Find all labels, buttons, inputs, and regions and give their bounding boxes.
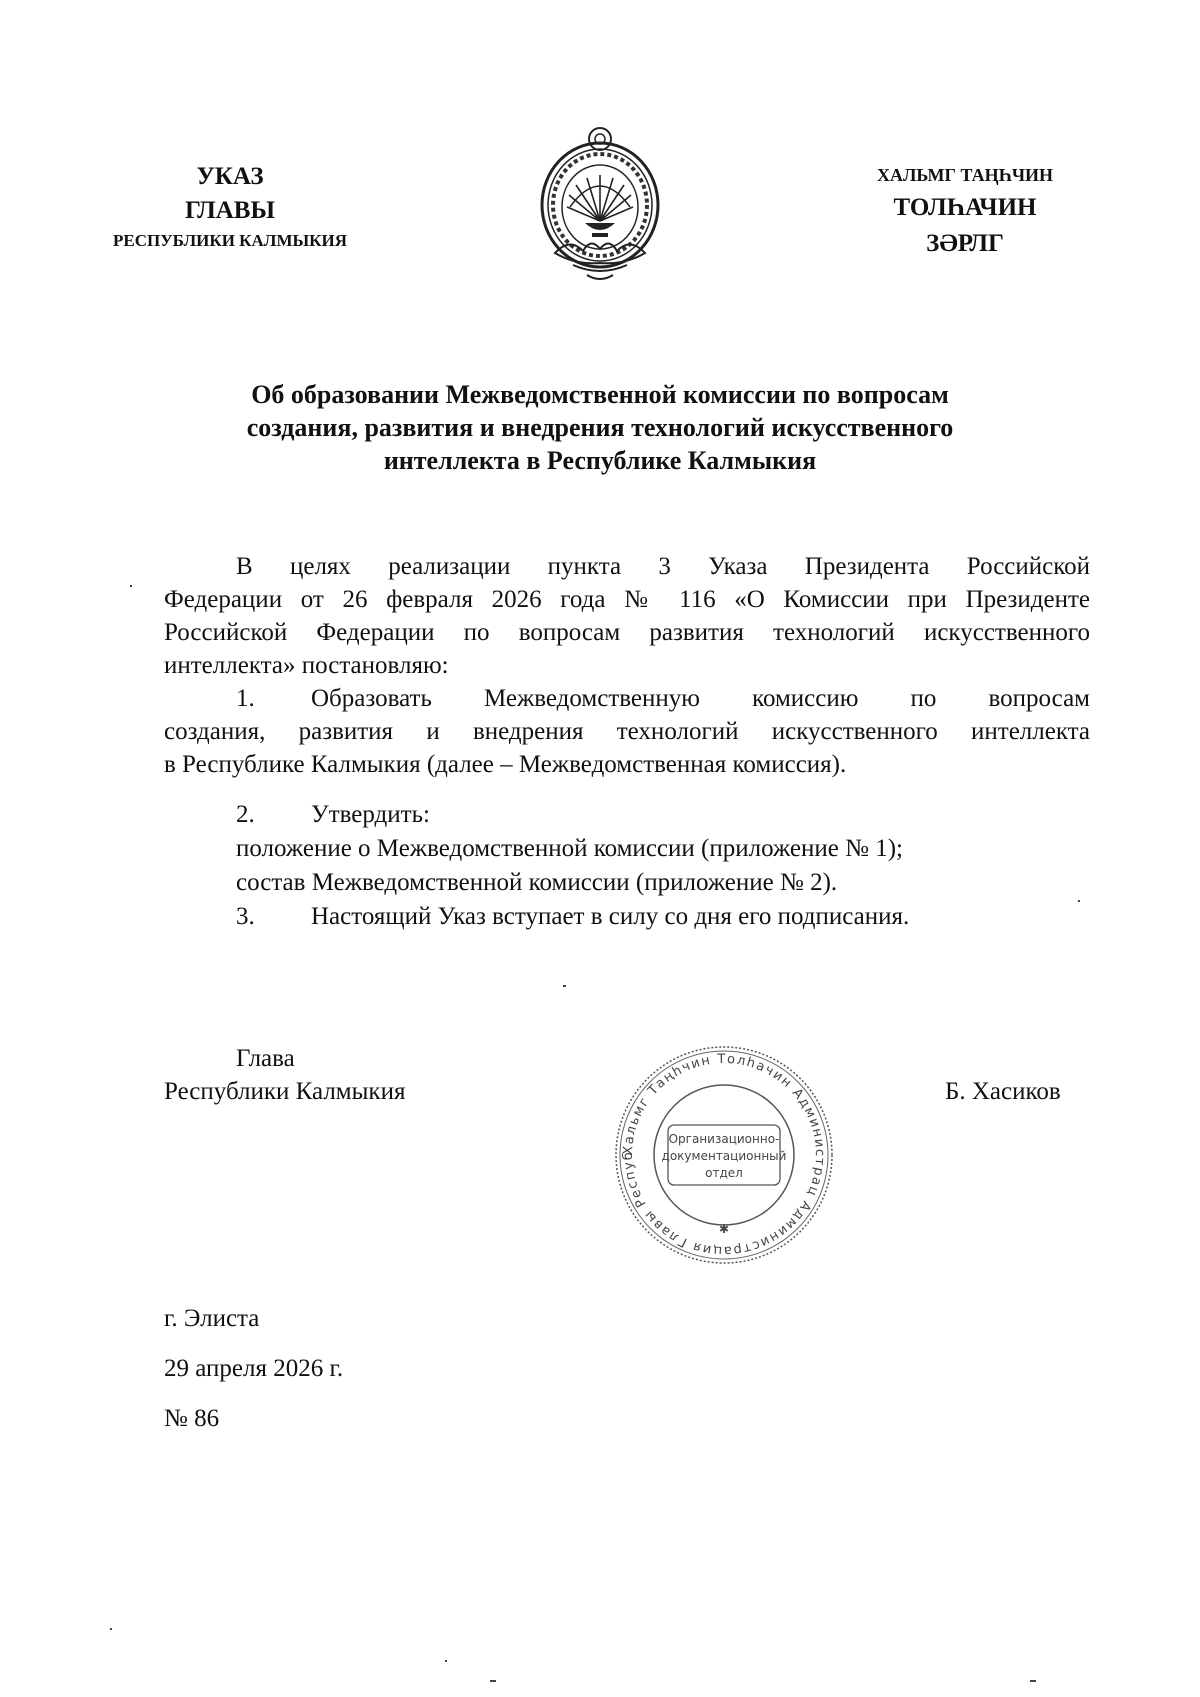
header-right-block (840, 160, 1090, 262)
signatory-position-line2: Республики Калмыкия (164, 1078, 406, 1105)
scan-speck (563, 985, 566, 987)
scan-speck (1078, 900, 1080, 902)
title-line2: создания, развития и внедрения технологий искусственного (246, 413, 954, 442)
preamble-line2: Федерации от 26 февраля 2026 года № 116 «О Комиссии при Президенте (164, 586, 1090, 613)
header-left-line2: ГЛАВЫ (184, 197, 276, 224)
header-right-line3: ЗӘРЛГ (926, 230, 1004, 257)
scan-speck (445, 1660, 447, 1662)
header-right-line2: ТОЛҺАЧИН (893, 194, 1037, 221)
header-left-line3: РЕСПУБЛИКИ КАЛМЫКИЯ (112, 231, 348, 250)
header-left-block (60, 160, 400, 254)
header-left-line1: УКАЗ (196, 163, 264, 190)
item2-number: 2. (236, 801, 255, 828)
scan-speck (1030, 1680, 1036, 1682)
item3-paragraph (164, 900, 1090, 933)
item1-text-line1: Образовать Межведомственную комиссию по вопросам (311, 685, 1090, 712)
item1-number: 1. (236, 685, 255, 712)
stamp-inner-line2: документационный (661, 1149, 787, 1163)
item3-number: 3. (236, 903, 255, 930)
signatory-name: Б. Хасиков (945, 1078, 1061, 1105)
signatory-position (164, 1042, 405, 1108)
scan-speck (130, 585, 132, 587)
scan-speck (110, 1628, 112, 1630)
title-line1: Об образовании Межведомственной комиссии по вопросам (251, 380, 949, 409)
scan-speck (490, 1680, 496, 1682)
item2-sub1 (164, 832, 1090, 865)
item2-sub2-text: состав Межведомственной комиссии (приложение № 2). (236, 869, 838, 896)
preamble-line3: Российской Федерации по вопросам развития технологий искусственного (164, 619, 1090, 646)
kalmykia-coat-of-arms-icon (525, 125, 675, 290)
header-right-line1: ХАЛЬМГ ТАҢҺЧИН (876, 165, 1054, 185)
decree-number: № 86 (164, 1405, 220, 1432)
stamp-inner-line3: отдел (705, 1166, 743, 1180)
item3-text: Настоящий Указ вступает в силу со дня его подписания. (311, 903, 910, 930)
document-title (160, 378, 1040, 477)
decree-date: 29 апреля 2026 г. (164, 1355, 344, 1382)
title-line3: интеллекта в Республике Калмыкия (383, 446, 817, 475)
item1-line1 (164, 682, 1090, 715)
preamble-paragraph (164, 550, 1090, 781)
item2-paragraph (164, 798, 1090, 831)
item2-text: Утвердить: (311, 801, 430, 828)
preamble-line4: интеллекта» постановляю: (164, 652, 449, 679)
signatory-position-line1: Глава (236, 1045, 295, 1072)
item2-sub2 (164, 866, 1090, 899)
item2-sub1-text: положение о Межведомственной комиссии (приложение № 1); (236, 835, 903, 862)
official-seal-stamp (612, 1043, 836, 1267)
stamp-outer-text: Хальмг Таңһчин Толһачин Администрац Администрация Главы Респуб (620, 1051, 828, 1259)
stamp-inner-line1: Организационно- (668, 1132, 780, 1146)
item1-line3: в Республике Калмыкия (далее – Межведомственная комиссия). (164, 751, 847, 778)
place-of-signing: г. Элиста (164, 1305, 260, 1332)
preamble-line1: В целях реализации пункта 3 Указа Президента Российской (236, 553, 1090, 580)
stamp-star-icon: ✱ (718, 1222, 730, 1236)
item1-line2: создания, развития и внедрения технологий искусственного интеллекта (164, 718, 1090, 745)
